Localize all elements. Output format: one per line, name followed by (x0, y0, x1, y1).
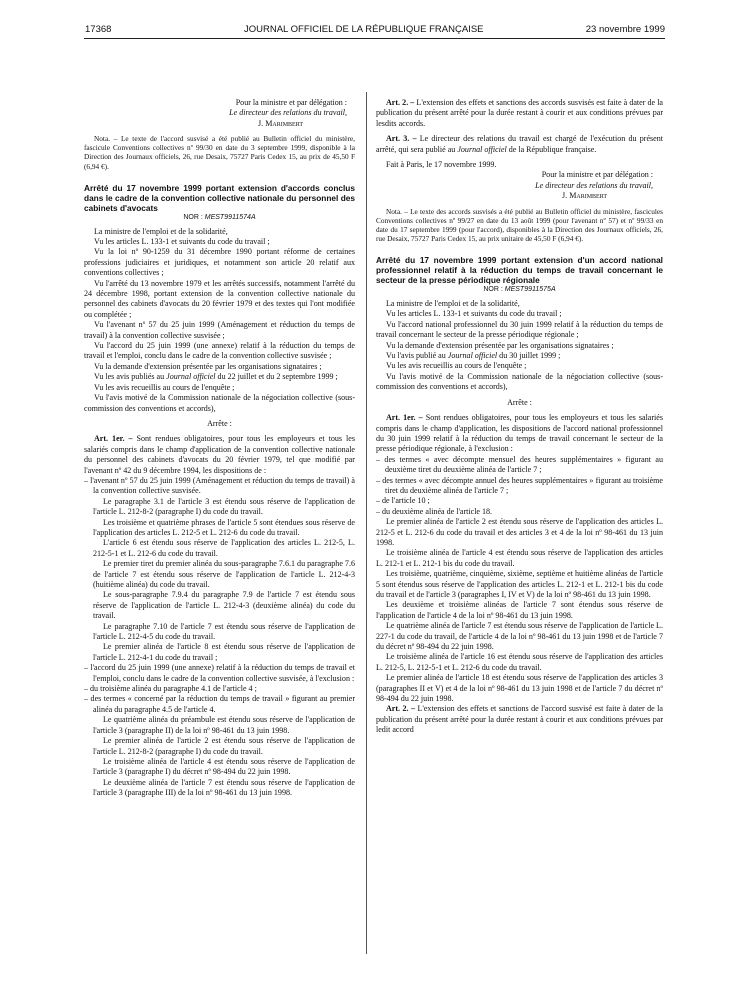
journal-title: JOURNAL OFFICIEL DE LA RÉPUBLIQUE FRANÇAISE (244, 24, 484, 35)
body-paragraph: Le sous-paragraphe 7.9.4 du paragraphe 7.9 de l'article 7 est étendu sous réserve de l'application de l'article L. 212-4-3 (deuxième alinéa) du code du travail. (93, 590, 355, 621)
signature-title: Le directeur des relations du travail, (229, 108, 347, 118)
body-paragraph: Vu les avis recueillis au cours de l'enquête ; (94, 382, 235, 392)
done-at-line: Fait à Paris, le 17 novembre 1999. (386, 160, 497, 170)
body-paragraph: Vu l'avis motivé de la Commission nationale de la négociation collective (sous-commission des conventions et accords), (84, 393, 355, 413)
list-item: – de l'article 10 ; (376, 496, 430, 506)
list-item: – du deuxième alinéa de l'article 18. (376, 506, 493, 516)
body-paragraph: Le premier alinéa de l'article 18 est étendu sous réserve de l'application des articles 3 (paragraphes II et V) et 4 de la loi nº 98-461 du 13 juin 1998 et de l'article 7 du décret nº 98-494 du 22 juin 1998. (376, 673, 663, 704)
column-divider (366, 92, 367, 954)
signature-title: Le directeur des relations du travail, (535, 180, 653, 190)
body-paragraph: Le paragraphe 7.10 de l'article 7 est étendu sous réserve de l'application de l'article L. 212-4-5 du code du travail. (93, 621, 355, 642)
body-paragraph: Le troisième alinéa de l'article 16 est étendu sous réserve de l'application des articles L. 212-5, L. 212-5-1 et L. 212-6 du code du travail. (376, 652, 663, 672)
body-paragraph: L'article 6 est étendu sous réserve de l'application des articles L. 212-5, L. 212-5-1 et L. 212-6 du code du travail. (93, 538, 355, 558)
body-paragraph: Vu l'accord du 25 juin 1999 (une annexe) relatif à la réduction du temps de travail et l'emploi, conclu dans le cadre de la convention collective susvisée ; (84, 341, 355, 361)
body-paragraph: Vu les avis recueillis au cours de l'enquête ; (386, 361, 527, 371)
nota-paragraph: Nota. – Le texte des accords susvisés a été publié au Bulletin officiel du ministère, fascicules Conventions collectives nº 99/27 en date du 13 août 1999 (pour l'avenant nº 57) et nº 99/33 en date du 17 septembre 1999 (pour l'accord), disponibles à la Direction des Journaux officiels, 26, rue Desaix, 75727 Paris Cedex 15, au prix unitaire de 45,50 F (6,94 €). (376, 206, 663, 243)
body-paragraph: Le premier alinéa de l'article 2 est étendu sous réserve de l'application de l'article L. 212-8-2 (paragraphe I) du code du travail. (93, 736, 355, 756)
body-paragraph: La ministre de l'emploi et de la solidarité, (386, 299, 520, 309)
body-paragraph: Le troisième alinéa de l'article 4 est étendu sous réserve de l'application de l'article 3 (paragraphe I) du décret nº 98-494 du 22 juin 1998. (93, 756, 355, 777)
list-item: – des termes « concerné par la réduction du temps de travail » figurant au premier alinéa du paragraphe 4.5 de l'article 4. (84, 694, 355, 714)
body-paragraph: Vu la demande d'extension présentée par les organisations signataires ; (94, 361, 322, 371)
body-paragraph: Le deuxième alinéa de l'article 7 est étendu sous réserve de l'application de l'article 3 (paragraphe III) de la loi nº 98-461 du 13 juin 1998. (93, 777, 355, 798)
body-paragraph: Les deuxième et troisième alinéas de l'article 7 sont étendus sous réserve de l'application de l'article 4 de la loi nº 98-461 du 13 juin 1998. (376, 600, 663, 620)
body-paragraph: Vu l'avis motivé de la Commission nationale de la négociation collective (sous-commission des conventions et accords), (376, 371, 663, 392)
decree-heading: Arrêté du 17 novembre 1999 portant extension d'un accord national professionnel relatif à la réduction du temps de travail concernant le secteur de la presse périodique régionale (376, 255, 663, 286)
header-rule (84, 38, 665, 39)
article-paragraph: Art. 3. – Le directeur des relations du travail est chargé de l'exécution du présent arrêté, qui sera publié au Journal officiel de la République française. (376, 134, 663, 154)
list-item: – l'avenant nº 57 du 25 juin 1999 (Aménagement et réduction du temps de travail) à la convention collective susvisée. (84, 475, 355, 496)
nor-reference: NOR : MEST9911575A (483, 286, 556, 294)
body-paragraph: Le quatrième alinéa de l'article 7 est étendu sous réserve de l'application de l'article L. 227-1 du code du travail, de l'article 4 de la loi nº 98-461 du 13 juin 1998 et de l'article 7 du décret nº 98-494 du 22 juin 1998. (376, 621, 663, 652)
article-paragraph: Art. 1er. – Sont rendues obligatoires, pour tous les employeurs et tous les salariés compris dans le champ d'application, les dispositions de l'accord national professionnel du 30 juin 1999 relatif à la réduction du temps de travail concernant le secteur de la presse périodique régionale, à l'exclusion : (376, 413, 663, 454)
body-paragraph: Vu l'avenant nº 57 du 25 juin 1999 (Aménagement et réduction du temps de travail) à la convention collective susvisée ; (84, 320, 355, 340)
body-paragraph: Vu l'accord national professionnel du 30 juin 1999 relatif à la réduction du temps de travail concernant le secteur de la presse périodique régionale ; (376, 319, 663, 340)
body-paragraph: Le premier tiret du premier alinéa du sous-paragraphe 7.6.1 du paragraphe 7.6 de l'article 7 est étendu sous réserve de l'application de l'article L. 212-4-3 (huitième alinéa) du code du travail. (93, 559, 355, 589)
signature-name: J. Marimbert (562, 191, 607, 201)
nota-paragraph: Nota. – Le texte de l'accord susvisé a été publié au Bulletin officiel du ministère, fascicule Conventions collectives nº 99/30 en date du 3 septembre 1999, disponible à la Direction des Journaux officiels, 26, rue Desaix, 75727 Paris Cedex 15, au prix de 45,50 F (6,94 €). (84, 134, 355, 171)
body-paragraph: Le troisième alinéa de l'article 4 est étendu sous réserve de l'application des articles L. 212-1 et L. 212-1 bis du code du travail. (376, 548, 663, 568)
body-paragraph: Vu l'avis publié au Journal officiel du 30 juillet 1999 ; (386, 351, 561, 361)
list-item: – des termes « avec décompte mensuel des heures supplémentaires » figurant au deuxième tiret du deuxième alinéa de l'article 7 ; (376, 454, 663, 475)
signature-name: J. Marimbert (258, 118, 303, 128)
body-paragraph: Vu les avis publiés au Journal officiel du 22 juillet et du 2 septembre 1999 ; (94, 372, 338, 382)
list-item: – l'accord du 25 juin 1999 (une annexe) relatif à la réduction du temps de travail et l'emploi, conclu dans le cadre de la convention collective susvisée, à l'exclusion : (84, 663, 355, 683)
page-number: 17368 (85, 24, 112, 35)
list-item: – des termes « avec décompte annuel des heures supplémentaires » figurant au troisième tiret du deuxième alinéa de l'article 7 ; (376, 475, 663, 495)
list-item: – du troisième alinéa du paragraphe 4.1 de l'article 4 ; (84, 684, 257, 694)
decree-heading: Arrêté du 17 novembre 1999 portant extension d'accords conclus dans le cadre de la convention collective nationale du personnel des cabinets d'avocats (84, 182, 355, 213)
left-column (84, 98, 355, 958)
signature-line: Pour la ministre et par délégation : (541, 170, 653, 180)
body-paragraph: Les troisième, quatrième, cinquième, sixième, septième et huitième alinéas de l'article 5 sont étendus sous réserve de l'application des articles L. 212-1 et L. 212-1 bis du code du travail et de l'article 3 (paragraphes I, IV et V) de la loi nº 98-461 du 13 juin 1998. (376, 569, 663, 599)
arrete-label: Arrête : (207, 418, 232, 428)
body-paragraph: Le premier alinéa de l'article 2 est étendu sous réserve de l'application des articles L. 212-5 et L. 212-6 du code du travail et des articles 3 et 4 de la loi nº 98-461 du 13 juin 1998. (376, 517, 663, 547)
body-paragraph: Les troisième et quatrième phrases de l'article 5 sont étendues sous réserve de l'application des articles L. 212-5 et L. 212-6 du code du travail. (93, 517, 355, 537)
arrete-label: Arrête : (507, 397, 532, 407)
body-paragraph: Vu les articles L. 133-1 et suivants du code du travail ; (386, 309, 562, 319)
article-paragraph: Art. 2. – L'extension des effets et sanctions des accords susvisés est faite à dater de la publication du présent arrêté pour la durée restant à courir et aux conditions prévues par lesdits accords. (376, 98, 663, 128)
article-paragraph: Art. 1er. – Sont rendues obligatoires, pour tous les employeurs et tous les salariés compris dans le champ d'application de la convention collective nationale du personnel des cabinets d'avocats du 20 février 1979, tel que modifié par l'avenant nº 42 du 9 décembre 1994, les dispositions de : (84, 434, 355, 475)
nor-reference: NOR : MEST9911574A (183, 213, 256, 221)
signature-line: Pour la ministre et par délégation : (235, 98, 347, 107)
body-paragraph: Vu les articles L. 133-1 et suivants du code du travail ; (94, 237, 270, 246)
body-paragraph: Vu l'arrêté du 13 novembre 1979 et les arrêtés successifs, notamment l'arrêté du 24 décembre 1998, portant extension de la convention collective nationale du personnel des cabinets d'avocats du 20 février 1979 et des textes qui l'ont modifiée ou complétée ; (84, 278, 355, 319)
article-paragraph: Art. 2. – L'extension des effets et sanctions de l'accord susvisé est faite à dater de la publication du présent arrêté pour la durée restant à courir et aux conditions prévues par ledit accord (376, 704, 663, 735)
body-paragraph: Vu la demande d'extension présentée par les organisations signataires ; (386, 340, 614, 350)
body-paragraph: Vu la loi nº 90-1259 du 31 décembre 1990 portant réforme de certaines professions judiciaires et juridiques, et notamment son article 20 relatif aux conventions collectives ; (84, 247, 355, 278)
body-paragraph: La ministre de l'emploi et de la solidarité, (94, 226, 228, 236)
body-paragraph: Le premier alinéa de l'article 8 est étendu sous réserve de l'application de l'article L. 212-4-1 du code du travail ; (93, 642, 355, 662)
body-paragraph: Le paragraphe 3.1 de l'article 3 est étendu sous réserve de l'application de l'article L. 212-8-2 (paragraphe I) du code du travail. (93, 496, 355, 517)
right-column (376, 98, 663, 958)
body-paragraph: Le quatrième alinéa du préambule est étendu sous réserve de l'application de l'article 3 (paragraphe II) de la loi nº 98-461 du 13 juin 1998. (93, 715, 355, 735)
issue-date: 23 novembre 1999 (585, 24, 665, 35)
